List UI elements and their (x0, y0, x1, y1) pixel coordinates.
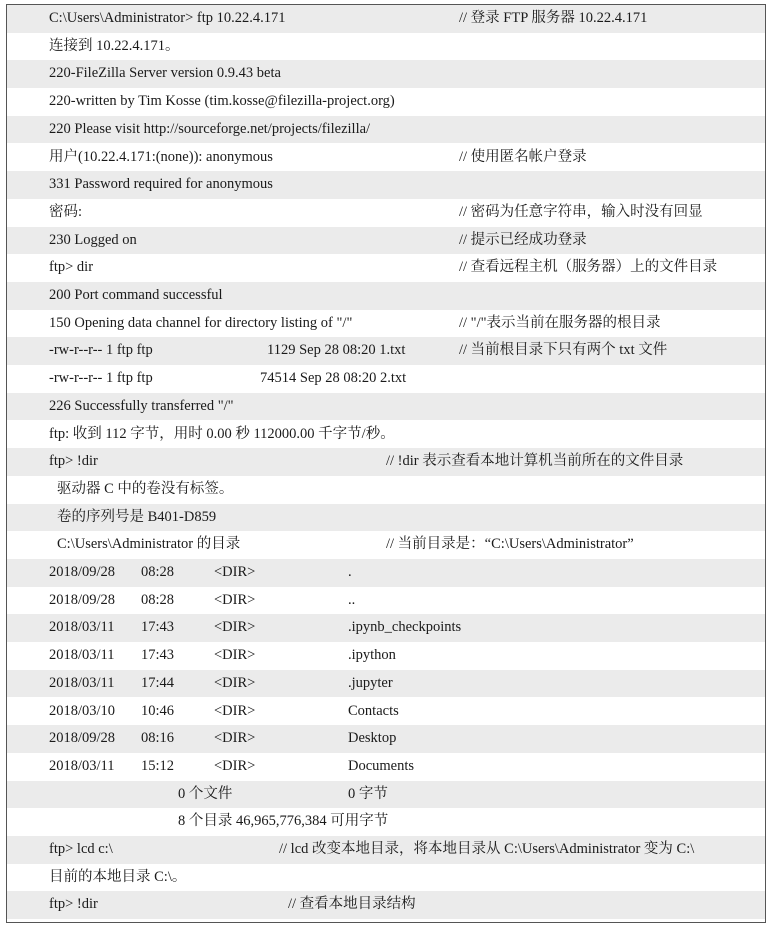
output-text: 150 Opening data channel for directory listing of "/" (49, 314, 353, 331)
terminal-line (7, 337, 766, 365)
entry-name: Desktop (348, 730, 397, 747)
line-comment: // 使用匿名帐户登录 (459, 148, 587, 165)
line-comment: // !dir 表示查看本地计算机当前所在的文件目录 (386, 453, 684, 470)
command-text: C:\Users\Administrator> ftp 10.22.4.171 (49, 10, 286, 26)
entry-date: 2018/09/28 (49, 564, 116, 580)
dir-count: 8 个目录 46,965,776,384 可用字节 (178, 813, 389, 830)
output-text: C:\Users\Administrator 的目录 (57, 536, 241, 553)
dir-entry-row (7, 559, 766, 587)
terminal-line (7, 88, 766, 116)
output-text: 220 Please visit http://sourceforge.net/projects/filezilla/ (49, 120, 371, 137)
dir-entry-row (7, 614, 766, 642)
output-text: 331 Password required for anonymous (49, 176, 273, 193)
file-size: 74514 Sep 28 08:20 2.txt (260, 370, 407, 387)
entry-type: <DIR> (214, 564, 256, 580)
entry-type: <DIR> (214, 647, 256, 664)
dir-entry-row (7, 753, 766, 781)
terminal-line (7, 199, 766, 227)
byte-count: 0 字节 (348, 785, 388, 802)
dir-summary-dirs (7, 808, 766, 836)
dir-summary-files (7, 781, 766, 809)
dir-entry-row (7, 698, 766, 726)
output-text: 200 Port command successful (49, 287, 223, 303)
output-text: 驱动器 C 中的卷没有标签。 (57, 480, 234, 497)
file-size: 1129 Sep 28 08:20 1.txt (267, 342, 406, 359)
command-text: ftp> !dir (49, 453, 98, 470)
entry-type: <DIR> (214, 757, 256, 774)
terminal-line (7, 864, 766, 892)
output-text: 目前的本地目录 C:\。 (49, 868, 187, 885)
entry-date: 2018/03/11 (49, 619, 115, 636)
entry-type: <DIR> (214, 619, 256, 636)
terminal-line (7, 365, 766, 393)
line-comment: // lcd 改变本地目录，将本地目录从 C:\Users\Administrator 变为 C:\ (279, 841, 695, 857)
entry-type: <DIR> (214, 702, 256, 719)
entry-type: <DIR> (214, 591, 256, 608)
entry-time: 08:28 (141, 564, 175, 580)
terminal-line (7, 504, 766, 532)
terminal-line (7, 171, 766, 199)
file-perms: -rw-r--r-- 1 ftp ftp (49, 370, 153, 387)
terminal-line (7, 393, 766, 421)
terminal-line (7, 836, 766, 864)
line-comment: // 当前目录是：“C:\Users\Administrator” (386, 536, 634, 553)
terminal-line (7, 531, 766, 559)
output-text: 220-written by Tim Kosse (tim.kosse@filezilla-project.org) (49, 93, 395, 110)
entry-time: 17:44 (141, 674, 175, 691)
terminal-line (7, 33, 766, 61)
terminal-line (7, 5, 766, 33)
line-comment: // "/"表示当前在服务器的根目录 (459, 314, 661, 331)
terminal-line (7, 116, 766, 144)
command-text: ftp> lcd c:\ (49, 841, 113, 857)
terminal-line (7, 282, 766, 310)
entry-name: . (348, 564, 352, 580)
line-comment: // 密码为任意字符串，输入时没有回显 (459, 203, 703, 220)
output-text: 226 Successfully transferred "/" (49, 397, 234, 414)
entry-date: 2018/03/11 (49, 757, 115, 774)
output-text: 230 Logged on (49, 231, 137, 248)
terminal-line (7, 227, 766, 255)
entry-time: 08:28 (141, 591, 175, 608)
line-comment: // 查看本地目录结构 (288, 896, 416, 913)
entry-name: .ipynb_checkpoints (348, 619, 462, 636)
entry-type: <DIR> (214, 730, 256, 747)
dir-entry-row (7, 587, 766, 615)
file-perms: -rw-r--r-- 1 ftp ftp (49, 342, 153, 359)
file-count: 0 个文件 (178, 785, 233, 802)
entry-name: .jupyter (348, 674, 393, 691)
entry-time: 15:12 (141, 757, 175, 774)
dir-entry-row (7, 670, 766, 698)
entry-name: Contacts (348, 702, 399, 719)
entry-time: 10:46 (141, 702, 175, 719)
dir-entry-row (7, 725, 766, 753)
entry-time: 08:16 (141, 730, 175, 747)
entry-name: .. (348, 591, 356, 608)
entry-time: 17:43 (141, 619, 175, 636)
command-text: ftp> !dir (49, 896, 98, 913)
terminal-line (7, 421, 766, 449)
output-text: 连接到 10.22.4.171。 (49, 37, 180, 54)
output-text: 密码: (49, 203, 83, 220)
entry-date: 2018/09/28 (49, 730, 116, 747)
entry-date: 2018/09/28 (49, 591, 116, 608)
terminal-line (7, 891, 766, 919)
line-comment: // 查看远程主机（服务器）上的文件目录 (459, 259, 718, 276)
dir-entry-row (7, 642, 766, 670)
terminal-line (7, 254, 766, 282)
entry-date: 2018/03/10 (49, 702, 116, 719)
terminal-line (7, 448, 766, 476)
terminal-line (7, 310, 766, 338)
output-text: ftp: 收到 112 字节，用时 0.00 秒 112000.00 千字节/秒。 (49, 425, 395, 442)
terminal-transcript (6, 4, 766, 923)
entry-date: 2018/03/11 (49, 647, 115, 664)
entry-time: 17:43 (141, 647, 175, 664)
line-comment: // 提示已经成功登录 (459, 231, 587, 248)
command-text: ftp> dir (49, 259, 94, 276)
entry-date: 2018/03/11 (49, 674, 115, 691)
output-text: 用户(10.22.4.171:(none)): anonymous (49, 148, 273, 165)
output-text: 卷的序列号是 B401-D859 (57, 508, 217, 525)
terminal-line (7, 60, 766, 88)
line-comment: // 当前根目录下只有两个 txt 文件 (459, 342, 668, 359)
terminal-line (7, 144, 766, 172)
line-comment: // 登录 FTP 服务器 10.22.4.171 (459, 10, 648, 26)
entry-type: <DIR> (214, 674, 256, 691)
output-text: 220-FileZilla Server version 0.9.43 beta (49, 65, 281, 82)
entry-name: .ipython (348, 647, 396, 664)
entry-name: Documents (348, 757, 415, 774)
terminal-line (7, 476, 766, 504)
